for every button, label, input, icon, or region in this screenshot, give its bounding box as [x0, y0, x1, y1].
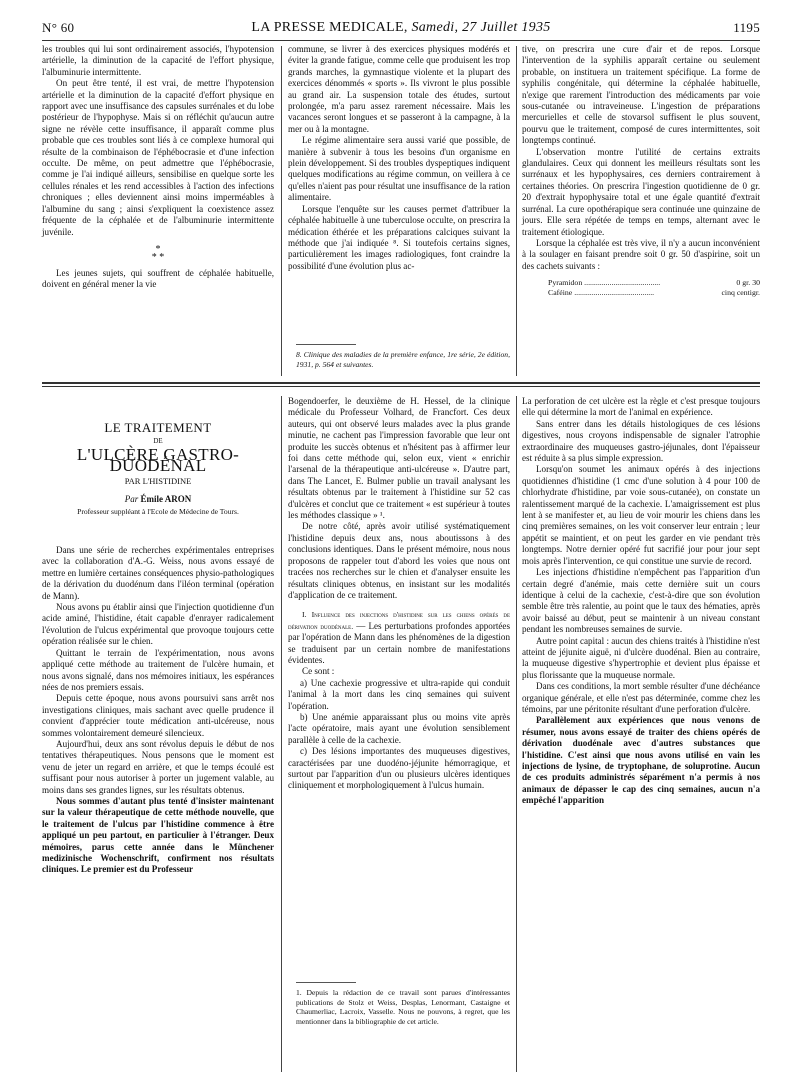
prev-article-column-2 — [288, 44, 510, 272]
drug-name: Caféine — [548, 288, 573, 298]
header-rule — [42, 40, 760, 41]
footnote-1: 1. Depuis la rédaction de ce travail sont parues d'intéressantes publications de Stolz et Weiss, Desplas, Lenormant, Castaigne et Chaumerliac, Lacroix, Vasselle. Nous ne pouvons, à regret, que les mentionner dans la bibliographie de cet article. — [296, 988, 510, 1026]
article-column-3 — [522, 396, 760, 807]
drug-name: Pyramidon — [548, 278, 583, 288]
paragraph: La perforation de cet ulcère est la règle et c'est presque toujours elle qui détermine la mort de l'animal en expérience. — [522, 396, 760, 418]
section-heading: I. Influence des injections d'histidine sur les chiens opérés de dérivation duodénale. — [288, 610, 510, 631]
drug-dose: 0 gr. 30 — [736, 278, 760, 288]
paragraph: Sans entrer dans les détails histologiques de ces lésions digestives, nous croyons indispensable de signaler l'atrophie extraordinaire des muqueuses gastro-jéjunales, dont l'épaisseur est réduite à sa plus simple expression. — [522, 418, 760, 464]
author-line — [42, 494, 274, 505]
footnote-rule — [296, 344, 356, 345]
article-title-de: DE — [153, 437, 163, 446]
column-rule — [516, 46, 517, 376]
author-prefix: Par — [124, 494, 139, 505]
article-separator — [42, 382, 760, 384]
paragraph: Quittant le terrain de l'expérimentation, nous avons appliqué cette méthode au traitement de l'ulcère humain, et nous avons signalé, dans nos mémoires initiaux, les espérances nées de nos premiers essais. — [42, 647, 274, 692]
article-title-block — [42, 422, 274, 517]
issue-date: Samedi, 27 Juillet 1935 — [411, 20, 551, 35]
prescription-row: Pyramidon ....................................... 0 gr. 30 — [548, 278, 760, 288]
paragraph: Autre point capital : aucun des chiens traités à l'histidine n'est atteint de jéjunite aiguë, ni d'ulcère duodénal. Bien au contraire, la muqueuse digestive s'hypertrophie et devient plus épaisse et plus florissante que la muqueuse normale. — [522, 635, 760, 680]
list-item: a) Une cachexie progressive et ultra-rapide qui conduit l'animal à la mort dans les cinq semaines qui suivent l'opération. — [288, 677, 510, 711]
paragraph: Dans une série de recherches expérimentales entreprises avec la collaboration d'A.-G. Weiss, nous avons essayé de mettre en lumière certaines conséquences physio-pathologiques de la dérivation du duodénum dans l'iléon terminal (opération de Mann). — [42, 545, 274, 601]
author-name: Émile ARON — [140, 494, 192, 505]
paragraph: De notre côté, après avoir utilisé systématiquement l'histidine depuis deux ans, nous aboutissons à des conclusions identiques. Dans le présent mémoire, nous nous proposons de rappeler tout d'abord les voies que nous ont tracées nos recherches sur le chien et d'analyser ensuite les résultats cliniques obtenus, en insistant sur les modalités d'application de ce traitement. — [288, 521, 510, 600]
lesion-list — [288, 678, 510, 792]
page-number: 1195 — [733, 20, 760, 35]
section-separator: * * * — [151, 243, 165, 263]
article-separator-thin — [42, 386, 760, 387]
article-subtitle: PAR L'HISTIDINE — [124, 475, 192, 486]
section-paragraph — [288, 609, 510, 666]
paragraph: Depuis cette époque, nous avons poursuivi sans arrêt nos investigations cliniques, mais sachant avec quelle prudence il convient d'apprécier toute médication anti-ulcéreuse, nous sommes volontairement demeuré silencieux. — [42, 693, 274, 738]
list-item: c) Des lésions importantes des muqueuses digestives, caractérisées par une duodéno-jéjunite hémorragique, et surtout par l'apparition d'un ou plusieurs ulcères identiques cliniquement et morphologiquement à l'ulcus humain. — [288, 746, 510, 791]
paragraph: Bogendoerfer, le deuxième de H. Hessel, de la clinique médicale du Professeur Volhard, de Francfort. Ces deux auteurs, qui ont observé leurs malades avec la plus grande minutie, ne cachent pas l'impression favorable que leur ont produite les succès obtenus et n'hésitent pas à affirmer leur foi dans cette méthode qui, selon eux, vient « enrichir l'arsenal de la thérapeutique anti-ulcéreuse ». D'autre part, dans The Lancet, E. Bulmer publie un travail analysant les résultats obtenus par le traitement à l'histidine sur 52 cas d'ulcères et conclut que ce traitement « est supérieur à toutes les méthodes classique » ¹. — [288, 396, 510, 521]
paragraph: Lorsque la céphalée est très vive, il n'y a aucun inconvénient à la soulager en faisant prendre soit 0 gr. 50 d'aspirine, soit un des cachets suivants : — [522, 237, 760, 271]
article-column-1 — [42, 422, 274, 876]
drug-dose: cinq centigr. — [721, 288, 760, 298]
paragraph: On peut être tenté, il est vrai, de mettre l'hypotension artérielle et la diminution de la capacité d'effort physique en rapport avec une insuffisance des capsules surrénales et du lobe postérieur de l'hypophyse. Mais si on réfléchit qu'aucun autre signe ne révèle cette insuffisance, il apparaît comme plus probable que ces troubles sont liés à ce complexe humoral qui résulte de la combinaison de l'éphébocrasie et d'une infection occulte. De même, on peut admettre que l'éphébocrasie, comme je l'ai indiqué ailleurs, sensibilise en quelque sorte les cellules rénales et les rend accessibles à l'action des infections chroniques ; elles deviennent ainsi moins imperméables à l'albumine du sang ; ainsi s'expliquent la coexistence assez fréquente de la céphalée et de l'albuminurie intermittente juvénile. — [42, 78, 274, 237]
section-text: — Les perturbations profondes apportées par l'opération de Mann dans les phénomènes de la digestion se traduisent par un certain nombre de manifestations évidentes. — [288, 620, 511, 665]
paragraph: L'observation montre l'utilité de certains extraits glandulaires. Ceux qui donnent les meilleurs résultats sont les surrénaux et les hypophysaires, ces derniers contrairement à certaines théories. On prescrira l'ingestion quotidienne de 0 gr. 20 d'extrait hypophysaire total et une égale quantité d'extrait surrénal. La cure opothérapique sera continuée une quinzaine de jours. Elle sera répétée de temps en temps, alternant avec le traitement étiologique. — [522, 146, 760, 237]
journal-header: LA PRESSE MEDICALE, Samedi, 27 Juillet 1935 — [251, 20, 551, 35]
list-intro: Ce sont : — [302, 666, 335, 677]
paragraph: Parallèlement aux expériences que nous venons de résumer, nous avons essayé de traiter des chiens opérés de dérivation duodénale avec d'autres substances que l'histidine. C'est ainsi que nous avons utilisé en vain les injections de lysine, de tryptophane, de soluprotine. Aucun de ces produits administrés séparément n'a permis à nos animaux de dépasser le cap des cinq semaines, aucun n'a empêché l'apparition — [522, 715, 760, 806]
paragraph: Le régime alimentaire sera aussi varié que possible, de manière à subvenir à tous les besoins d'un organisme en plein développement. Si des troubles dyspeptiques indiquent quelques modifications au régime commun, on veillera à ce qu'elles n'aient pas pour résultat une insuffisance de la ration alimentaire. — [288, 135, 510, 203]
issue-number: N° 60 — [42, 20, 75, 35]
paragraph: Lorsqu'on soumet les animaux opérés à des injections quotidiennes d'histidine (1 cmc d'une solution à 4 pour 100 de chlorhydrate d'histidine, par voie sous-cutanée), on constate un ralentissement marqué de la cachexie. L'amaigrissement est plus lent à se manifester et, au lieu de voir mourir les chiens dans les cinq premières semaines, on les voit conserver leur entrain ; leur appétit se maintient, et on peut les garder en vie pendant très longtemps. Notre dernier opéré fut sacrifié jour pour jour sept mois après l'intervention, ce qui constitue une survie de record. — [522, 464, 760, 566]
paragraph: les troubles qui lui sont ordinairement associés, l'hypotension artérielle, la diminution de la capacité de l'effort physique, l'albuminurie intermittente. — [42, 44, 274, 77]
footnote-8: 8. Clinique des maladies de la première enfance, 1re série, 2e édition, 1931, p. 564 et suivantes. — [296, 350, 510, 369]
prescription-list — [522, 278, 760, 298]
paragraph: Nous sommes d'autant plus tenté d'insister maintenant sur la valeur thérapeutique de cette méthode nouvelle, que le traitement de l'ulcus par l'histidine commence à être appliqué un peu partout, en particulier à l'étranger. Deux mémoires, parus cette année dans le Münchener medizinische Wochenschrift, confirment nos résultats cliniques. Le premier est du Professeur — [42, 795, 274, 875]
article-column-2 — [288, 396, 510, 792]
journal-name: LA PRESSE MEDICALE — [251, 20, 404, 35]
footnote-rule — [296, 982, 356, 983]
running-header — [42, 20, 760, 40]
paragraph: Lorsque l'enquête sur les causes permet d'attribuer la céphalée habituelle à une tuberculose occulte, on prescrira la médication éthérée et les préparations calciques suivant la méthode que j'ai indiquée ⁸. Si toutefois certains signes, particulièrement les images radiologiques, font craindre la possibilité d'une évolution plus ac- — [288, 203, 510, 271]
paragraph: tive, on prescrira une cure d'air et de repos. Lorsque l'intervention de la syphilis apparaît certaine ou seulement probable, on instituera un traitement spécifique. La forme de syphilis congénitale, qui détermine la céphalée habituelle, n'exige que rarement l'introduction des médicaments par voie sous-cutanée ou intraveineuse. L'ingestion de préparations mercurielles et celle de stovarsol suffisent le plus souvent, pourvu que le traitement, composé de cures intermittentes, soit longtemps continué. — [522, 44, 760, 146]
paragraph: Aujourd'hui, deux ans sont révolus depuis le début de nos tentatives thérapeutiques. Nous pensons que le moment est venu de jeter un regard en arrière, et que le temps écoulé est suffisant pour nous autoriser à porter un jugement valable, au moins dans ses grandes lignes, sur les résultats obtenus. — [42, 738, 274, 795]
column-rule — [516, 396, 517, 1072]
list-item: b) Une anémie apparaissant plus ou moins vite après l'acte opératoire, mais ayant une évolution sensiblement parallèle à celle de la cachexie. — [288, 711, 510, 745]
column-rule — [281, 46, 282, 376]
paragraph: Les jeunes sujets, qui souffrent de céphalée habituelle, doivent en général mener la vie — [42, 267, 274, 290]
prescription-row: Caféine ......................................... cinq centigr. — [548, 288, 760, 298]
article-title-line1: LE TRAITEMENT — [104, 420, 212, 435]
column-rule — [281, 396, 282, 1072]
paragraph: Nous avons pu établir ainsi que l'injection quotidienne d'un acide aminé, l'histidine, était capable d'enrayer radicalement l'évolution de l'ulcus expérimental que provoque toujours cette opération réalisée sur le chien. — [42, 602, 274, 647]
paragraph: Les injections d'histidine n'empêchent pas l'apparition d'un certain degré d'anémie, mais cette dernière suit un cours identique à celui de la cachexie, c'est-à-dire que son évolution semble être très ralentie, au point que le taux des hématies, après avoir baissé au début, peut se maintenir à un niveau constant pendant les nombreuses semaines de survie. — [522, 567, 760, 635]
prev-article-column-3 — [522, 44, 760, 298]
author-affiliation: Professeur suppléant à l'Ecole de Médecine de Tours. — [77, 507, 239, 517]
article-title-main: L'ULCÈRE GASTRO-DUODÉNAL — [76, 444, 240, 476]
prev-article-column-1 — [42, 44, 274, 291]
paragraph: Dans ces conditions, la mort semble résulter d'une déchéance organique générale, et elle n'est pas déterminée, comme chez les témoins, par une péritonite résultant d'une perforation d'ulcère. — [522, 681, 760, 714]
paragraph: commune, se livrer à des exercices physiques modérés et éviter la grande fatigue, comme celle que produisent les trop grands marches, la gymnastique violente et la plupart des exercices dénommés « sports ». Ils vivront le plus possible au grand air. La suspension totale des études, surtout prolongée, m'a paru assez rarement nécessaire. Mais les vacances seront longues et se passeront à la campagne, à la mer ou à la montagne. — [288, 44, 510, 134]
